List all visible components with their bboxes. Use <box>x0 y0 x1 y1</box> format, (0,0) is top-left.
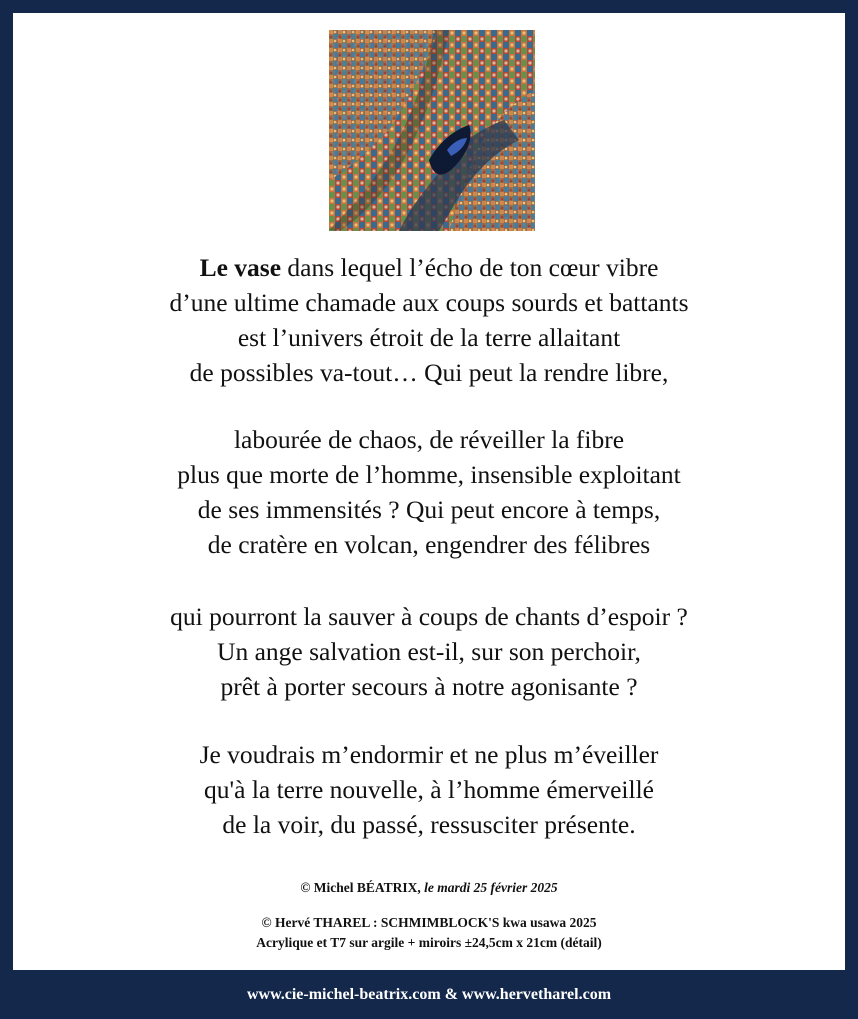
footer-separator: & <box>440 986 463 1003</box>
stanza-4-line-2: qu'à la terre nouvelle, à l’homme émerveillé <box>204 775 654 804</box>
stanza-3-line-2: Un ange salvation est-il, sur son perchoir, <box>217 637 641 666</box>
stanza-3-line-1: qui pourront la sauver à coups de chants d’espoir ? <box>170 602 688 631</box>
artwork-image <box>329 30 535 231</box>
stanza-1-line-3: est l’univers étroit de la terre allaitant <box>237 323 621 352</box>
artist-credit: © Hervé THAREL : SCHMIMBLOCK'S kwa usawa 2025 <box>261 915 597 930</box>
stanza-1 <box>13 250 845 390</box>
stanza-1-line-2: d’une ultime chamade aux coups sourds et battants <box>169 288 689 317</box>
author-credit <box>13 878 845 898</box>
poem-card <box>13 13 845 970</box>
poem-lead-words: Le vase <box>199 253 282 282</box>
poem-date: le mardi 25 février 2025 <box>420 880 558 895</box>
stanza-1-line-1-rest: dans lequel l’écho de ton cœur vibre <box>281 253 659 282</box>
stanza-4-line-1: Je voudrais m’endormir et ne plus m’éveiller <box>199 740 659 769</box>
stanza-2-line-2: plus que morte de l’homme, insensible exploitant <box>177 460 681 489</box>
artwork-medium: Acrylique et T7 sur argile + miroirs ±24,5cm x 21cm (détail) <box>256 935 602 950</box>
author-name: © Michel BÉATRIX, <box>300 880 421 895</box>
site-link-michel-beatrix[interactable]: www.cie-michel-beatrix.com <box>246 986 441 1003</box>
stanza-2-line-1: labourée de chaos, de réveiller la fibre <box>233 425 625 454</box>
stanza-2-line-4: de cratère en volcan, engendrer des félibres <box>207 530 651 559</box>
stanza-4 <box>13 737 845 842</box>
footer-links <box>0 981 858 1009</box>
stanza-1-line-1 <box>13 250 845 285</box>
stanza-4-line-3: de la voir, du passé, ressusciter présente. <box>222 810 636 839</box>
stanza-2-line-3: de ses immensités ? Qui peut encore à temps, <box>197 495 661 524</box>
stanza-2 <box>13 422 845 562</box>
stanza-3 <box>13 599 845 704</box>
stanza-1-line-4: de possibles va-tout… Qui peut la rendre libre, <box>189 358 669 387</box>
site-link-herve-tharel[interactable]: www.hervetharel.com <box>462 986 612 1003</box>
stanza-3-line-3: prêt à porter secours à notre agonisante ? <box>220 672 638 701</box>
